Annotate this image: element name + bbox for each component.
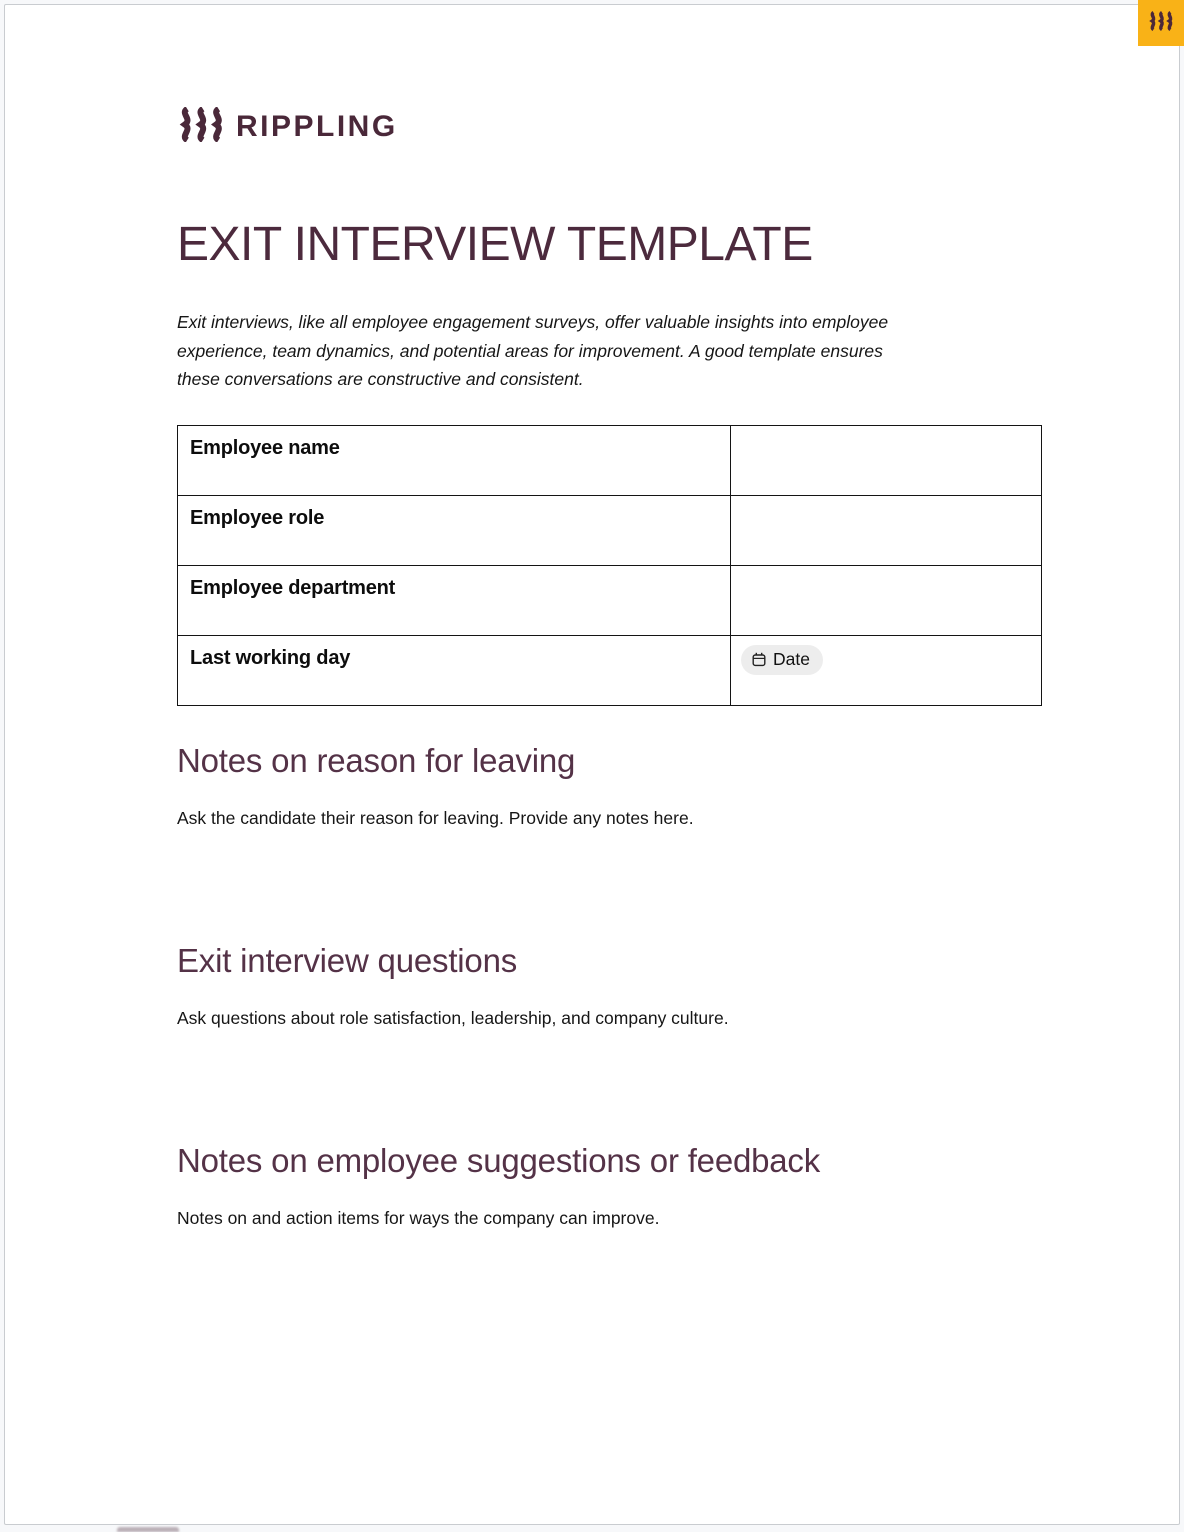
- table-row-last-working-day: [178, 635, 1042, 705]
- document-content: [5, 5, 1045, 1230]
- rippling-waves-icon: [177, 107, 225, 147]
- page-title: EXIT INTERVIEW TEMPLATE: [177, 218, 813, 271]
- section-description: Notes on and action items for ways the company can improve.: [177, 1207, 660, 1228]
- table-row-employee-name: [178, 425, 1042, 495]
- rippling-waves-icon: [1148, 11, 1174, 36]
- next-page-peek: [117, 1527, 179, 1532]
- section-heading: Exit interview questions: [177, 941, 518, 979]
- intro-paragraph: [177, 308, 1045, 394]
- table-row-employee-department: [178, 565, 1042, 635]
- intro-line: these conversations are constructive and consistent.: [177, 369, 584, 389]
- date-picker-chip[interactable]: [741, 645, 823, 675]
- last-working-day-field[interactable]: [731, 635, 1042, 705]
- rippling-wordmark: RIPPLING: [236, 110, 398, 143]
- row-label: Employee role: [178, 495, 731, 565]
- employee-info-table: [177, 425, 1042, 706]
- row-label: Employee name: [178, 425, 731, 495]
- table-row-employee-role: [178, 495, 1042, 565]
- section-description: Ask questions about role satisfaction, leadership, and company culture.: [177, 1007, 729, 1028]
- section-heading: Notes on employee suggestions or feedback: [177, 1141, 821, 1179]
- date-chip-label: Date: [773, 648, 810, 669]
- employee-name-field[interactable]: [731, 425, 1042, 495]
- employee-role-field[interactable]: [731, 495, 1042, 565]
- section-exit-interview-questions: [177, 938, 1045, 1030]
- document-page: [4, 4, 1180, 1525]
- intro-line: experience, team dynamics, and potential areas for improvement. A good template ensures: [177, 340, 883, 361]
- calendar-icon: [752, 652, 766, 667]
- intro-line: Exit interviews, like all employee engagement surveys, offer valuable insights into employee: [177, 312, 889, 332]
- row-label: Last working day: [178, 635, 731, 705]
- section-reason-for-leaving: [177, 738, 1045, 830]
- employee-department-field[interactable]: [731, 565, 1042, 635]
- section-heading: Notes on reason for leaving: [177, 741, 576, 779]
- corner-brand-badge: [1138, 0, 1184, 46]
- section-description: Ask the candidate their reason for leaving. Provide any notes here.: [177, 807, 694, 828]
- row-label: Employee department: [178, 565, 731, 635]
- section-suggestions-feedback: [177, 1138, 1045, 1230]
- rippling-logo: [177, 109, 1045, 144]
